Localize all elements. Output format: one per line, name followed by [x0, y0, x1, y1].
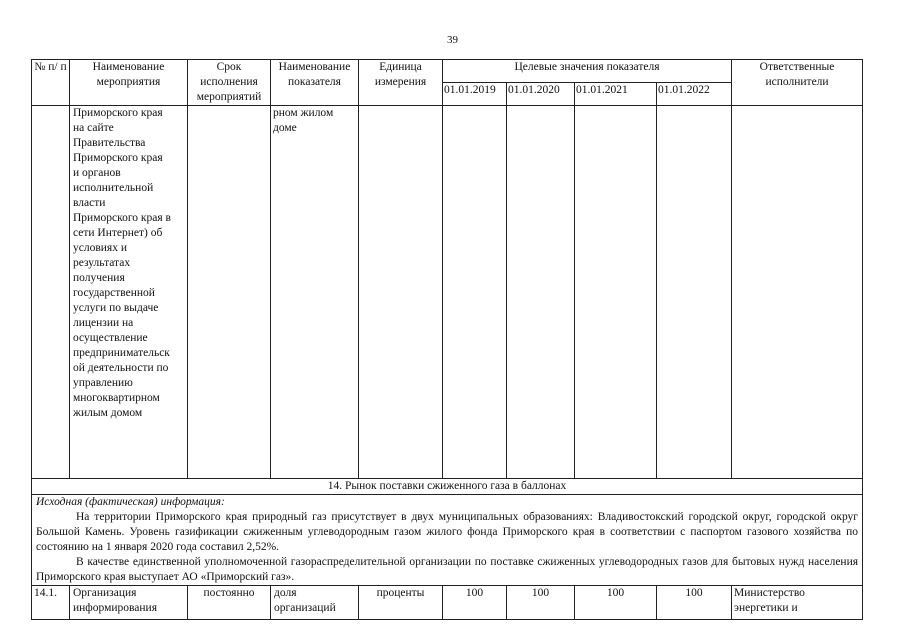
- cont-name-line: услуги по выдаче: [73, 302, 159, 314]
- cont-name-line: Правительства: [73, 137, 146, 149]
- cont-name-line: управлению: [73, 377, 133, 389]
- row-14-1: [32, 586, 863, 620]
- cont-name-line: результатах: [73, 257, 131, 269]
- cont-name-line: многоквартирном: [73, 392, 160, 404]
- cont-name-line: условиях и: [73, 242, 127, 254]
- cont-name-line: Приморского края в: [73, 212, 171, 224]
- section-title-row: [32, 479, 863, 495]
- header-responsible: Ответственные исполнители: [732, 60, 863, 106]
- measures-table: [31, 59, 863, 620]
- header-date: 01.01.2022: [657, 83, 732, 106]
- cont-value-cell: [443, 106, 507, 479]
- cont-name-line: Приморского края: [73, 107, 163, 119]
- header-name: Наименование мероприятия: [70, 60, 188, 106]
- header-date: 01.01.2021: [575, 83, 657, 106]
- row-value: 100: [507, 586, 575, 620]
- header-unit: Единица измерения: [359, 60, 443, 106]
- cont-name-cell: [70, 106, 188, 479]
- cont-responsible-cell: [732, 106, 863, 479]
- row-name: Организация информирования: [70, 586, 188, 620]
- cont-indicator-cell: [271, 106, 359, 479]
- page-number: 39: [447, 34, 458, 46]
- cont-unit-cell: [359, 106, 443, 479]
- cont-indicator-line: рном жилом: [273, 107, 334, 119]
- cont-num-cell: [32, 106, 70, 479]
- cont-term-cell: [188, 106, 271, 479]
- info-paragraph: В качестве единственной уполномоченной газораспределительной организации по поставке сжиженных углеводородных газов для бытовых нужд населения Приморского края выступает АО «Приморский газ».: [36, 556, 859, 583]
- row-num: 14.1.: [32, 586, 70, 620]
- header-date: 01.01.2020: [507, 83, 575, 106]
- info-block: [32, 495, 863, 586]
- cont-name-line: лицензии на: [73, 317, 134, 329]
- cont-name-line: Приморского края: [73, 152, 163, 164]
- cont-name-line: жилым домом: [73, 407, 143, 419]
- cont-value-cell: [657, 106, 732, 479]
- cont-name-line: предпринимательск: [73, 347, 170, 359]
- row-unit: проценты: [359, 586, 443, 620]
- cont-value-cell: [507, 106, 575, 479]
- cont-name-line: государственной: [73, 287, 155, 299]
- info-title: Исходная (фактическая) информация:: [36, 496, 225, 508]
- header-term: Срок исполнения мероприятий: [188, 60, 271, 106]
- row-responsible: Министерство энергетики и: [732, 586, 863, 620]
- row-value: 100: [575, 586, 657, 620]
- info-row: [32, 495, 863, 586]
- info-paragraph: На территории Приморского края природный газ присутствует в двух муниципальных образованиях: Владивостокский городской округ, городской округ Большой Камень. Уровень газификации сжиженным углеводородным газом жилого фонда Приморского края в соответствии с паспортом газового хозяйства по состоянию на 1 января 2020 года составил 2,52%.: [36, 511, 859, 553]
- header-num: № п/ п: [32, 60, 70, 106]
- cont-name-line: получения: [73, 272, 125, 284]
- cont-value-cell: [575, 106, 657, 479]
- header-indicator: Наименование показателя: [271, 60, 359, 106]
- cont-name-line: на сайте: [73, 122, 114, 134]
- row-value: 100: [443, 586, 507, 620]
- row-term: постоянно: [188, 586, 271, 620]
- cont-name-line: сети Интернет) об: [73, 227, 163, 239]
- cont-name-line: осуществление: [73, 332, 148, 344]
- cont-name-line: власти: [73, 197, 106, 209]
- cont-indicator-line: доме: [273, 122, 297, 134]
- cont-name-line: ой деятельности по: [73, 362, 169, 374]
- row-value: 100: [657, 586, 732, 620]
- header-date: 01.01.2019: [443, 83, 507, 106]
- header-row: [32, 60, 863, 83]
- header-targets: Целевые значения показателя: [443, 60, 732, 83]
- row-indicator: доля организаций: [271, 586, 359, 620]
- continuation-row: [32, 106, 863, 479]
- cont-name-line: и органов: [73, 167, 121, 179]
- cont-name-line: исполнительной: [73, 182, 154, 194]
- section-title: 14. Рынок поставки сжиженного газа в баллонах: [32, 479, 863, 495]
